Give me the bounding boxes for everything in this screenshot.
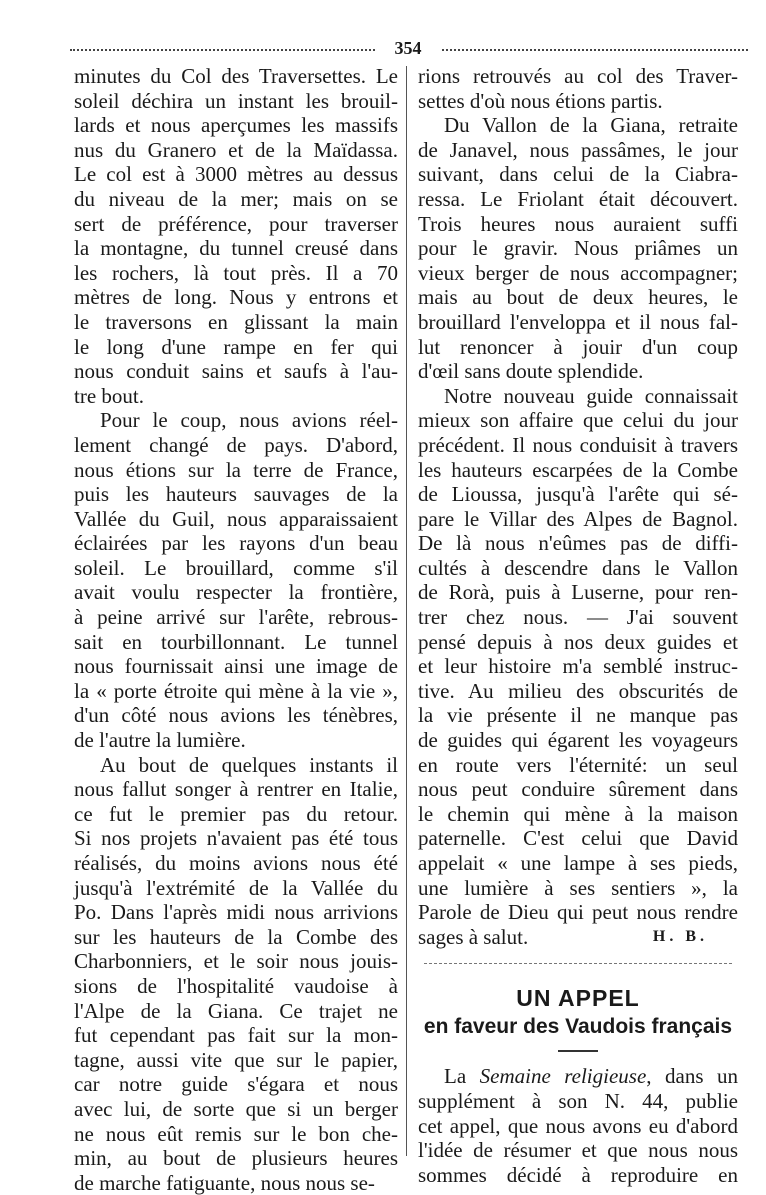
article-body — [418, 1089, 738, 1187]
text-line: lement changé de pays. D'abord, — [74, 432, 398, 457]
text-line: cet appel, que nous avons eu d'abord — [418, 1113, 738, 1138]
text-line: le long d'une rampe en fer qui — [74, 334, 398, 359]
signature-initials: H. B. — [652, 927, 708, 945]
signature-text: sages à salut. — [418, 924, 529, 949]
text-line: nous conduit sains et saufs à l'au- — [74, 359, 398, 384]
text-line: nous étions sur la terre de France, — [74, 457, 398, 482]
text-line: la « porte étroite qui mène à la vie », — [74, 678, 398, 703]
text-line: Trois heures nous auraient suffi — [418, 211, 738, 236]
text-line: et leur histoire m'a semblé instruc- — [418, 654, 738, 679]
text-line: ne nous eût remis sur le bon che- — [74, 1121, 398, 1146]
text-line: puis les hauteurs sauvages de la — [74, 482, 398, 507]
text-line: Charbonniers, et le soir nous jouis- — [74, 949, 398, 974]
text-line: sur les hauteurs de la Combe des — [74, 924, 398, 949]
text-line: le traversons en glissant la main — [74, 309, 398, 334]
text-line: en route vers l'éternité: un seul — [418, 752, 738, 777]
text-line: à peine arrivé sur l'arête, rebrous- — [74, 605, 398, 630]
text-line: de guides qui égarent les voyageurs — [418, 728, 738, 753]
text-line: pensé depuis à nos deux guides et — [418, 629, 738, 654]
text-line: Vallée du Guil, nous apparaissaient — [74, 506, 398, 531]
column-divider — [406, 66, 407, 1156]
text-line: nous fallut songer à rentrer en Italie, — [74, 777, 398, 802]
text-line: éclairées par les rayons d'un beau — [74, 531, 398, 556]
text-line: fut cependant pas fait sur la mon- — [74, 1023, 398, 1048]
text-line: de l'autre la lumière. — [74, 728, 246, 753]
text-line: l'idée de résumer et que nous nous — [418, 1138, 738, 1163]
text-line: Si nos projets n'avaient pas été tous — [74, 826, 398, 851]
text-line: vieux berger de nous accompagner; — [418, 260, 738, 285]
text-line: trer chez nous. — J'ai souvent — [418, 605, 738, 630]
text-line: nus du Granero et de la Maïdassa. — [74, 137, 398, 162]
text-line: min, au bout de plusieurs heures — [74, 1146, 398, 1171]
text-line: Po. Dans l'après midi nous arrivions — [74, 900, 398, 925]
text-line: settes d'où nous étions partis. — [418, 88, 663, 113]
text-line: Du Vallon de la Giana, retraite — [444, 113, 738, 138]
publication-name: Semaine religieuse — [479, 1064, 647, 1089]
text-line: de marche fatiguante, nous nous se- — [74, 1170, 375, 1195]
text-line: réalisés, du moins avions nous été — [74, 851, 398, 875]
header-rule-right — [442, 49, 748, 51]
text-line: lut renoncer à jouir d'un coup — [418, 334, 738, 359]
header-rule-left — [70, 49, 375, 51]
text-line: la montagne, du tunnel creusé dans — [74, 236, 398, 261]
text-line: cultés à descendre dans le Vallon — [418, 555, 738, 580]
left-column — [74, 64, 398, 1195]
text-line: nous peut conduire sûrement dans — [418, 777, 738, 802]
text-line: nous fournissait ainsi une image de — [74, 654, 398, 679]
text-line: une lumière à ses sentiers », la — [418, 875, 738, 900]
text-line: suivant, dans celui de la Ciabra- — [418, 162, 738, 187]
text-line: mieux son affaire que celui du jour — [418, 408, 738, 433]
text-line: minutes du Col des Traversettes. Le — [74, 64, 398, 88]
text-line: de Lioussa, jusqu'à l'arête qui sé- — [418, 482, 738, 507]
text-line: de Janavel, nous passâmes, le jour — [418, 137, 738, 162]
text-line: l'Alpe de la Giana. Ce trajet ne — [74, 998, 398, 1023]
text-line: paternelle. C'est celui que David — [418, 826, 738, 851]
text-line: d'œil sans doute splendide. — [418, 359, 644, 384]
right-column — [418, 64, 738, 1187]
text-line: soleil déchira un instant les brouil- — [74, 88, 398, 113]
text-line: sait en tourbillonnant. Le tunnel — [74, 629, 398, 654]
text-line: le chemin qui mène à la maison — [418, 801, 738, 826]
text-line: du niveau de la mer; mais on se — [74, 186, 398, 211]
article-text: La — [444, 1064, 480, 1089]
text-line: tagne, aussi vite que sur le papier, — [74, 1047, 398, 1072]
text-line: ressa. Le Friolant était découvert. — [418, 186, 738, 211]
text-line: avec lui, de sorte que si un berger — [74, 1096, 398, 1121]
text-line: brouillard l'enveloppa et il nous fal- — [418, 309, 738, 334]
text-line: la vie présente il ne manque pas — [418, 703, 738, 728]
text-line: précédent. Il nous conduisit à travers — [418, 432, 738, 457]
text-line: soleil. Le brouillard, comme s'il — [74, 555, 398, 580]
text-line: tive. Au milieu des obscurités de — [418, 678, 738, 703]
text-line: les hauteurs escarpées de la Combe — [418, 457, 738, 482]
text-line: pour le gravir. Nous priâmes un — [418, 236, 738, 261]
text-line: Le col est à 3000 mètres au dessus — [74, 162, 398, 187]
text-line: mètres de long. Nous y entrons et — [74, 285, 398, 310]
text-line: Pour le coup, nous avions réel- — [100, 408, 398, 433]
page-number: 354 — [394, 38, 422, 58]
title-dash — [558, 1050, 598, 1052]
article-text: , dans un — [646, 1064, 738, 1089]
text-line: Notre nouveau guide connaissait — [444, 383, 738, 408]
right-column-text — [418, 64, 738, 925]
text-line: d'un côté nous avions les ténèbres, — [74, 703, 398, 728]
text-line: car notre guide s'égara et nous — [74, 1072, 398, 1097]
text-line: de Rorà, puis à Luserne, pour ren- — [418, 580, 738, 605]
text-line: Au bout de quelques instants il — [100, 752, 398, 777]
text-line: Parole de Dieu qui peut nous rendre — [418, 900, 738, 925]
text-line: sions de l'hospitalité vaudoise à — [74, 973, 398, 998]
text-line: appelait « une lampe à ses pieds, — [418, 851, 738, 875]
text-line: ce fut le premier pas du retour. — [74, 801, 398, 826]
text-line: avait voulu respecter la frontière, — [74, 580, 398, 605]
page-header — [70, 38, 748, 60]
text-line: De là nous n'eûmes pas de diffi- — [418, 531, 738, 556]
text-line: lards et nous aperçumes les massifs — [74, 113, 398, 138]
signature-line — [418, 925, 738, 950]
text-line: pare le Villar des Alpes de Bagnol. — [418, 506, 738, 531]
article-subtitle: en faveur des Vaudois français — [423, 1015, 733, 1039]
text-line: les rochers, là tout près. Il a 70 — [74, 260, 398, 285]
text-line: tre bout. — [74, 383, 144, 408]
text-line: rions retrouvés au col des Traver- — [418, 64, 738, 88]
section-separator — [424, 963, 732, 964]
text-line: sommes décidé à reproduire en — [418, 1162, 738, 1187]
text-line: supplément à son N. 44, publie — [418, 1088, 738, 1113]
text-line: sert de préférence, pour traverser — [74, 211, 398, 236]
article-first-line — [418, 1064, 738, 1089]
text-line: mais au bout de deux heures, le — [418, 285, 738, 310]
text-line: jusqu'à l'extrémité de la Vallée du — [74, 875, 398, 900]
article-title: UN APPEL — [516, 985, 640, 1012]
